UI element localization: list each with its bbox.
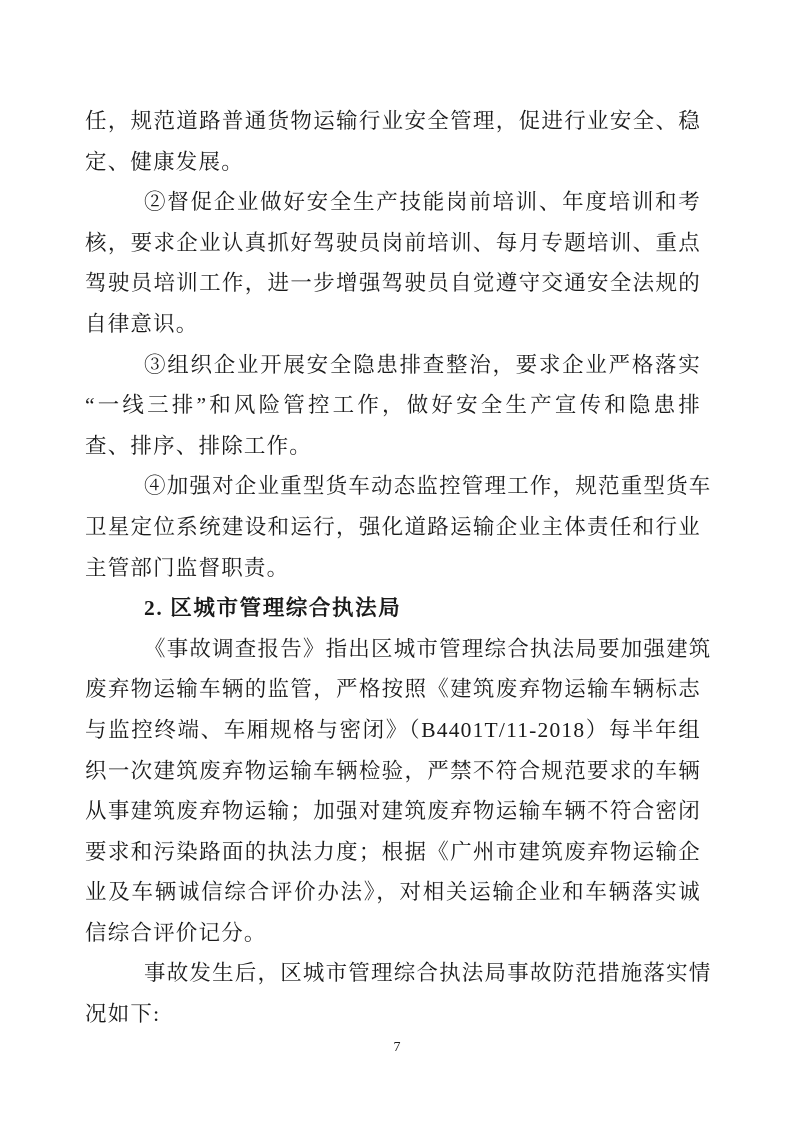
text-line: 从事建筑废弃物运输；加强对建筑废弃物运输车辆不符合密闭 bbox=[85, 799, 701, 824]
text-line: 况如下: bbox=[85, 1002, 161, 1027]
text-line: 查、排序、排除工作。 bbox=[85, 433, 313, 458]
text-line: 要求和污染路面的执法力度；根据《广州市建筑废弃物运输企 bbox=[85, 839, 701, 864]
text-line: 《事故调查报告》指出区城市管理综合执法局要加强建筑 bbox=[144, 636, 712, 661]
document-body bbox=[85, 101, 712, 1035]
text-line: 任，规范道路普通货物运输行业安全管理，促进行业安全、稳 bbox=[85, 109, 701, 133]
text-line: ②督促企业做好安全生产技能岗前培训、年度培训和考 bbox=[144, 190, 701, 215]
paragraph bbox=[85, 345, 701, 467]
paragraph bbox=[85, 466, 712, 588]
text-line: 2. 区城市管理综合执法局 bbox=[144, 596, 402, 621]
text-line: 卫星定位系统建设和运行，强化道路运输企业主体责任和行业 bbox=[85, 514, 701, 539]
text-line: 事故发生后，区城市管理综合执法局事故防范措施落实情 bbox=[144, 961, 712, 986]
text-line: 核，要求企业认真抓好驾驶员岗前培训、每月专题培训、重点 bbox=[85, 230, 701, 255]
text-line: 自律意识。 bbox=[85, 311, 199, 336]
text-line: 主管部门监督职责。 bbox=[85, 555, 290, 580]
section-heading bbox=[85, 588, 701, 629]
text-line: 定、健康发展。 bbox=[85, 149, 244, 174]
text-line: 业及车辆诚信综合评价办法》，对相关运输企业和车辆落实诚 bbox=[85, 880, 701, 905]
paragraph bbox=[85, 953, 712, 1034]
text-line: ④加强对企业重型货车动态监控管理工作，规范重型货车 bbox=[144, 474, 712, 499]
page-number: 7 bbox=[393, 1040, 401, 1055]
paragraph bbox=[85, 629, 712, 954]
text-line: 驾驶员培训工作，进一步增强驾驶员自觉遵守交通安全法规的 bbox=[85, 271, 701, 296]
text-line: 信综合评价记分。 bbox=[85, 920, 267, 945]
text-line: ③组织企业开展安全隐患排查整治，要求企业严格落实 bbox=[144, 352, 701, 377]
text-line: 织一次建筑废弃物运输车辆检验，严禁不符合规范要求的车辆 bbox=[85, 758, 701, 783]
text-line: “一线三排”和风险管控工作，做好安全生产宣传和隐患排 bbox=[85, 393, 701, 418]
paragraph bbox=[85, 101, 701, 182]
text-line: 与监控终端、车厢规格与密闭》（B4401T/11-2018）每半年组 bbox=[85, 717, 701, 742]
text-line: 废弃物运输车辆的监管，严格按照《建筑废弃物运输车辆标志 bbox=[85, 677, 701, 702]
paragraph bbox=[85, 182, 701, 344]
